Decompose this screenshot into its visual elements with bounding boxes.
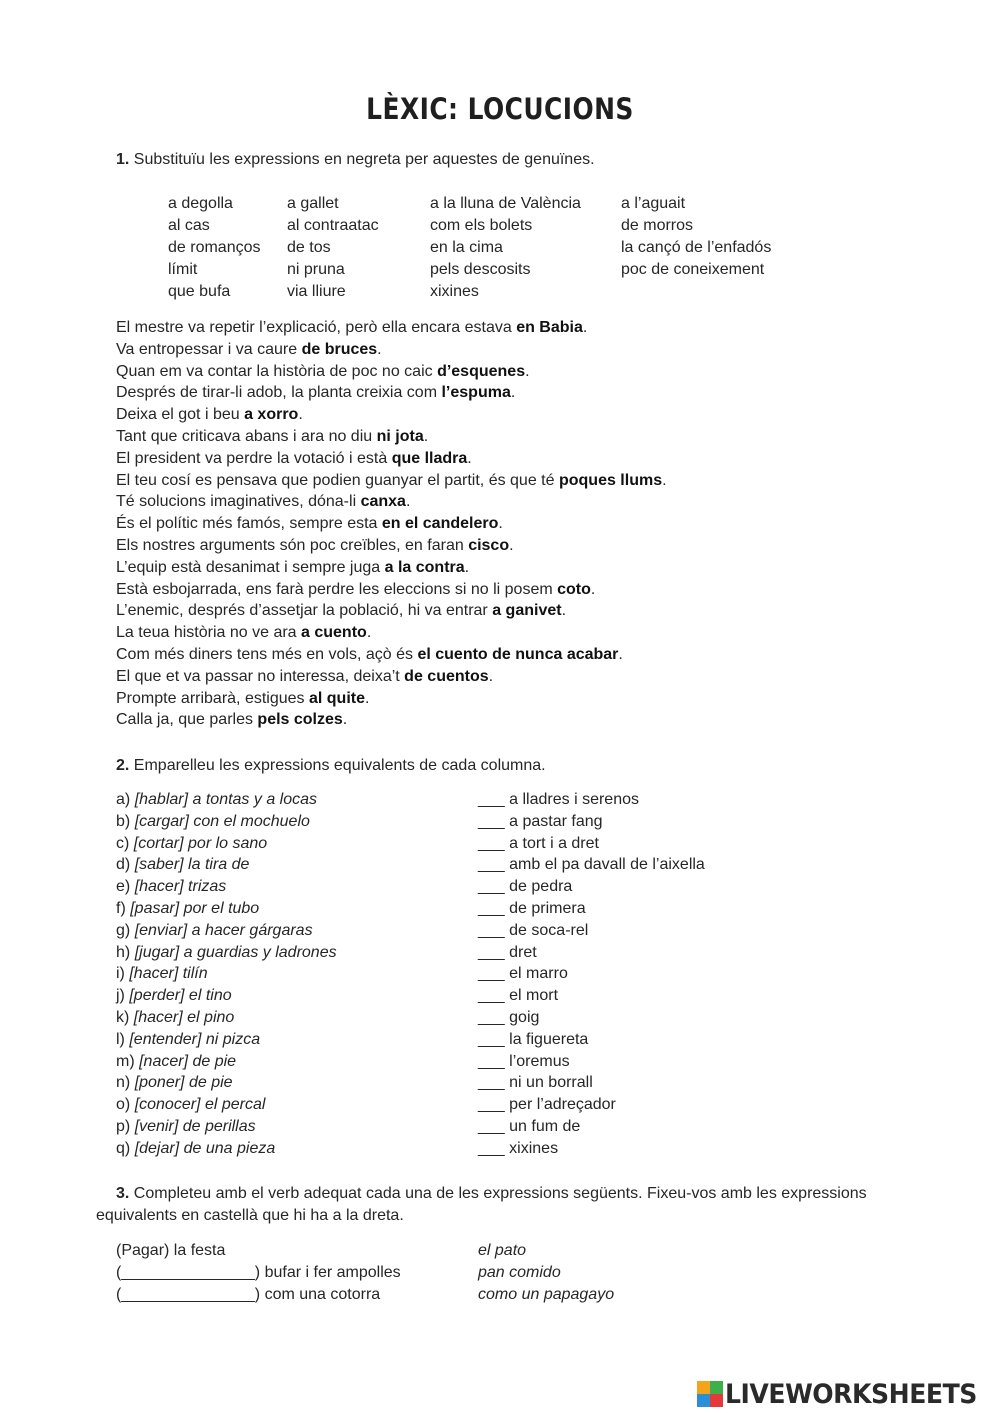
word-bank-item: com els bolets bbox=[430, 217, 533, 234]
catalan-expression: de pedra bbox=[509, 878, 573, 896]
sentence-row bbox=[116, 470, 667, 492]
sentence-bold-expression: l’espuma bbox=[441, 384, 511, 402]
catalan-expression-row bbox=[478, 1138, 705, 1160]
sentence-end: . bbox=[510, 384, 516, 402]
spanish-expression: [conocer] el percal bbox=[134, 1096, 266, 1114]
catalan-expression-row bbox=[478, 963, 705, 985]
answer-blank[interactable]: ___ bbox=[478, 965, 505, 983]
word-bank-item: de tos bbox=[287, 239, 331, 256]
spanish-expression-row bbox=[116, 985, 337, 1007]
catalan-expression: a pastar fang bbox=[509, 812, 603, 830]
sentence-text: El president va perdre la votació i està bbox=[116, 449, 392, 467]
item-letter: a) bbox=[116, 791, 131, 808]
sentence-bold-expression: de cuentos bbox=[404, 667, 489, 685]
logo-text: LIVEWORKSHEETS bbox=[725, 1378, 977, 1410]
catalan-phrase-with-blank[interactable]: (_______________) com una cotorra bbox=[116, 1286, 381, 1303]
sentence-row bbox=[116, 426, 667, 448]
word-bank-item: de romanços bbox=[168, 239, 261, 256]
item-letter: f) bbox=[116, 899, 126, 917]
spanish-expression: [poner] de pie bbox=[134, 1074, 233, 1092]
sentence-row bbox=[116, 513, 667, 535]
sentence-bold-expression: a la contra bbox=[384, 558, 465, 576]
sentence-row bbox=[116, 579, 667, 601]
catalan-expression: goig bbox=[509, 1008, 540, 1026]
spanish-equivalent: el pato bbox=[478, 1242, 527, 1259]
exercise-1-text: Substituïu les expressions en negreta per aquestes de genuïnes. bbox=[133, 151, 595, 168]
item-letter: j) bbox=[116, 987, 125, 1005]
word-bank-item: ni pruna bbox=[287, 261, 345, 278]
spanish-expression-row bbox=[116, 1072, 337, 1094]
item-letter: d) bbox=[116, 856, 131, 874]
word-bank-item: pels descosits bbox=[430, 261, 531, 278]
sentence-bold-expression: en Babia bbox=[516, 319, 583, 336]
sentence-end: . bbox=[525, 362, 530, 380]
exercise-3-text-line2: equivalents en castellà que hi ha a la dreta. bbox=[96, 1207, 404, 1224]
word-bank-item: límit bbox=[168, 261, 198, 278]
sentence-bold-expression: a ganivet bbox=[492, 602, 562, 620]
sentence-bold-expression: en el candelero bbox=[381, 515, 499, 533]
sentence-end: . bbox=[590, 580, 596, 598]
answer-blank[interactable]: ___ bbox=[478, 987, 505, 1005]
catalan-expression-row bbox=[478, 854, 705, 876]
word-bank-item: al contraatac bbox=[287, 217, 379, 234]
sentence-text: Prompte arribarà, estigues bbox=[116, 689, 309, 707]
exercise-1-instruction bbox=[116, 149, 916, 171]
spanish-expression: [pasar] por el tubo bbox=[130, 899, 260, 917]
sentence-row bbox=[116, 448, 667, 470]
sentence-text: Com més diners tens més en vols, açò és bbox=[116, 645, 418, 663]
spanish-expression: [hacer] el pino bbox=[133, 1008, 235, 1026]
catalan-phrase-with-blank[interactable]: (_______________) bufar i fer ampolles bbox=[116, 1264, 401, 1281]
exercise-2-number: 2. bbox=[116, 757, 130, 774]
word-bank-item: a degolla bbox=[168, 195, 233, 212]
sentence-text: Després de tirar-li adob, la planta creixia com bbox=[116, 384, 442, 402]
catalan-expression: un fum de bbox=[509, 1117, 581, 1135]
word-bank-item: la cançó de l’enfadós bbox=[621, 239, 772, 256]
sentence-bold-expression: al quite bbox=[308, 689, 365, 707]
item-letter: h) bbox=[116, 943, 131, 961]
item-letter: m) bbox=[116, 1052, 135, 1070]
sentence-text: La teua història no ve ara bbox=[116, 624, 302, 642]
answer-blank[interactable]: ___ bbox=[478, 899, 505, 917]
sentence-end: . bbox=[582, 319, 588, 336]
sentence-text: Va entropessar i va caure bbox=[116, 340, 302, 358]
catalan-expression: de primera bbox=[509, 899, 586, 917]
word-bank-item: en la cima bbox=[430, 239, 503, 256]
spanish-expression: [venir] de perillas bbox=[134, 1117, 256, 1135]
sentence-row bbox=[116, 361, 667, 383]
logo-square bbox=[697, 1394, 710, 1407]
catalan-expression-row bbox=[478, 789, 705, 811]
exercise-2-instruction bbox=[116, 755, 916, 777]
spanish-expression-row bbox=[116, 1116, 337, 1138]
sentence-bold-expression: canxa bbox=[360, 493, 406, 511]
exercise-3-text-line1: Completeu amb el verb adequat cada una de les expressions següents. Fixeu-vos amb les expressions bbox=[133, 1185, 867, 1202]
sentence-bold-expression: d’esquenes bbox=[437, 362, 526, 380]
sentence-end: . bbox=[405, 493, 411, 511]
catalan-expression: amb el pa davall de l’aixella bbox=[509, 856, 705, 874]
catalan-expression-row bbox=[478, 1072, 705, 1094]
sentence-end: . bbox=[561, 602, 567, 620]
answer-blank[interactable]: ___ bbox=[478, 921, 505, 939]
word-bank-item: que bufa bbox=[168, 283, 231, 300]
spanish-expression-row bbox=[116, 876, 337, 898]
sentence-row bbox=[116, 644, 667, 666]
sentence-end: . bbox=[366, 624, 372, 642]
item-letter: k) bbox=[116, 1008, 130, 1026]
exercise-3-row bbox=[116, 1240, 614, 1262]
catalan-expression: ni un borrall bbox=[509, 1074, 593, 1092]
sentence-text: Deixa el got i beu bbox=[116, 406, 245, 424]
spanish-expression: [hacer] tilín bbox=[129, 965, 208, 983]
catalan-expression-row bbox=[478, 811, 705, 833]
item-letter: g) bbox=[116, 921, 131, 939]
sentence-end: . bbox=[618, 645, 623, 663]
sentence-bold-expression: a cuento bbox=[301, 624, 367, 642]
sentence-end: . bbox=[365, 689, 370, 707]
spanish-equivalent: pan comido bbox=[478, 1264, 561, 1281]
sentence-bold-expression: cisco bbox=[468, 536, 510, 554]
spanish-expression-row bbox=[116, 898, 337, 920]
spanish-equivalent: como un papagayo bbox=[478, 1286, 615, 1303]
word-bank-item: al cas bbox=[168, 217, 210, 234]
spanish-expression: [nacer] de pie bbox=[139, 1052, 237, 1070]
spanish-expression: [perder] el tino bbox=[129, 987, 232, 1005]
spanish-expression: [jugar] a guardias y ladrones bbox=[134, 943, 337, 961]
sentence-end: . bbox=[662, 471, 667, 489]
item-letter: e) bbox=[116, 878, 131, 896]
exercise-3-row bbox=[116, 1262, 614, 1284]
catalan-phrase-with-blank[interactable]: (Pagar) la festa bbox=[116, 1242, 226, 1259]
sentence-end: . bbox=[509, 536, 514, 554]
sentence-text: Calla ja, que parles bbox=[116, 711, 258, 729]
word-bank-item: a gallet bbox=[287, 195, 339, 212]
catalan-expressions-column bbox=[478, 789, 705, 1160]
sentence-text: L’enemic, després d’assetjar la població, hi va entrar bbox=[116, 602, 493, 620]
exercise-2-text: Emparelleu les expressions equivalents de cada columna. bbox=[133, 757, 546, 774]
spanish-expression-row bbox=[116, 1138, 337, 1160]
sentence-row bbox=[116, 600, 667, 622]
spanish-expression: [dejar] de una pieza bbox=[134, 1139, 276, 1157]
sentence-row bbox=[116, 382, 667, 404]
answer-blank[interactable]: ___ bbox=[478, 1074, 505, 1092]
catalan-expression-row bbox=[478, 1029, 705, 1051]
sentence-end: . bbox=[423, 427, 429, 445]
sentence-row bbox=[116, 317, 667, 339]
sentence-row bbox=[116, 535, 667, 557]
catalan-expression-row bbox=[478, 920, 705, 942]
sentence-bold-expression: poques llums bbox=[558, 471, 663, 489]
sentence-text: Els nostres arguments són poc creïbles, en faran bbox=[116, 536, 469, 554]
sentence-row bbox=[116, 709, 667, 731]
answer-blank[interactable]: ___ bbox=[478, 1096, 505, 1114]
spanish-expression-row bbox=[116, 789, 337, 811]
spanish-expression: [enviar] a hacer gárgaras bbox=[134, 921, 313, 939]
item-letter: o) bbox=[116, 1096, 131, 1114]
spanish-expression: [saber] la tira de bbox=[134, 856, 250, 874]
sentence-row bbox=[116, 688, 667, 710]
spanish-expression: [entender] ni pizca bbox=[129, 1030, 261, 1048]
answer-blank[interactable]: ___ bbox=[478, 1139, 505, 1157]
spanish-expression-row bbox=[116, 942, 337, 964]
item-letter: q) bbox=[116, 1139, 131, 1157]
exercise-3-instruction-cont bbox=[96, 1205, 916, 1227]
sentence-end: . bbox=[298, 406, 303, 424]
answer-blank[interactable]: ___ bbox=[478, 943, 505, 961]
page-title: LÈXIC: LOCUCIONS bbox=[366, 92, 634, 126]
liveworksheets-logo bbox=[697, 1379, 996, 1409]
answer-blank[interactable]: ___ bbox=[478, 856, 505, 874]
answer-blank[interactable]: ___ bbox=[478, 878, 505, 896]
answer-blank[interactable]: ___ bbox=[478, 1008, 505, 1026]
sentence-text: Està esbojarrada, ens farà perdre les eleccions si no li posem bbox=[116, 580, 558, 598]
sentence-text: Quan em va contar la història de poc no caic bbox=[116, 362, 438, 380]
spanish-expression-row bbox=[116, 811, 337, 833]
catalan-expression-row bbox=[478, 1094, 705, 1116]
spanish-expression: [cargar] con el mochuelo bbox=[134, 812, 310, 830]
sentence-text: El mestre va repetir l’explicació, però ella encara estava bbox=[116, 319, 517, 336]
word-bank-item: a la lluna de València bbox=[430, 195, 581, 212]
sentence-end: . bbox=[342, 711, 348, 729]
sentence-end: . bbox=[467, 449, 472, 467]
catalan-expression-row bbox=[478, 1007, 705, 1029]
sentence-bold-expression: a xorro bbox=[244, 406, 299, 424]
spanish-expression-row bbox=[116, 1007, 337, 1029]
catalan-expression: a lladres i serenos bbox=[509, 791, 639, 808]
logo-square bbox=[710, 1381, 723, 1394]
sentence-row bbox=[116, 491, 667, 513]
answer-blank[interactable]: ___ bbox=[478, 1052, 505, 1070]
spanish-expression-row bbox=[116, 854, 337, 876]
catalan-expression-row bbox=[478, 876, 705, 898]
sentence-row bbox=[116, 622, 667, 644]
catalan-expression: el marro bbox=[509, 965, 568, 983]
sentence-bold-expression: ni jota bbox=[376, 427, 424, 445]
sentence-bold-expression: que lladra bbox=[391, 449, 468, 467]
catalan-expression-row bbox=[478, 898, 705, 920]
catalan-expression: la figuereta bbox=[509, 1030, 589, 1048]
spanish-expression: [hacer] trizas bbox=[134, 878, 227, 896]
sentence-text: El teu cosí es pensava que podien guanyar el partit, és que té bbox=[116, 471, 559, 489]
word-bank-item: de morros bbox=[621, 217, 694, 234]
word-bank-item: a l’aguait bbox=[621, 195, 686, 212]
spanish-expression-row bbox=[116, 1051, 337, 1073]
item-letter: l) bbox=[116, 1030, 125, 1048]
sentence-text: Tant que criticava abans i ara no diu bbox=[116, 427, 377, 445]
sentence-text: Té solucions imaginatives, dóna-li bbox=[116, 493, 361, 511]
sentence-text: És el polític més famós, sempre esta bbox=[116, 515, 382, 533]
catalan-expression: de soca-rel bbox=[509, 921, 589, 939]
sentence-bold-expression: coto bbox=[557, 580, 591, 598]
spanish-expression: [cortar] por lo sano bbox=[133, 834, 268, 852]
sentence-row bbox=[116, 339, 667, 361]
word-bank-item: xixines bbox=[430, 283, 479, 300]
item-letter: i) bbox=[116, 965, 125, 983]
item-letter: n) bbox=[116, 1074, 131, 1092]
catalan-expression-row bbox=[478, 942, 705, 964]
catalan-expression-row bbox=[478, 985, 705, 1007]
liveworksheets-logo-icon bbox=[697, 1381, 723, 1407]
sentence-bold-expression: pels colzes bbox=[257, 711, 343, 729]
spanish-expression-row bbox=[116, 1094, 337, 1116]
spanish-expression-row bbox=[116, 833, 337, 855]
exercise-3-row bbox=[116, 1284, 614, 1306]
word-bank-item bbox=[621, 281, 821, 303]
sentence-bold-expression: el cuento de nunca acabar bbox=[417, 645, 619, 663]
logo-square bbox=[697, 1381, 710, 1394]
spanish-expression: [hablar] a tontas y a locas bbox=[134, 791, 318, 808]
sentence-text: El que et va passar no interessa, deixa’t bbox=[116, 667, 405, 685]
word-bank-item: poc de coneixement bbox=[621, 261, 765, 278]
sentence-text: L’equip està desanimat i sempre juga bbox=[116, 558, 385, 576]
sentence-bold-expression: de bruces bbox=[301, 340, 378, 358]
catalan-expression: per l’adreçador bbox=[509, 1096, 616, 1114]
spanish-expression-row bbox=[116, 1029, 337, 1051]
catalan-expression: a tort i a dret bbox=[509, 834, 599, 852]
word-bank-item: via lliure bbox=[287, 283, 346, 300]
sentence-end: . bbox=[498, 515, 503, 533]
answer-blank[interactable]: ___ bbox=[478, 1117, 505, 1135]
item-letter: c) bbox=[116, 834, 130, 852]
spanish-expression-row bbox=[116, 963, 337, 985]
answer-blank[interactable]: ___ bbox=[478, 1030, 505, 1048]
sentence-end: . bbox=[488, 667, 494, 685]
sentence-row bbox=[116, 404, 667, 426]
answer-blank[interactable]: ___ bbox=[478, 791, 505, 808]
sentence-row bbox=[116, 666, 667, 688]
spanish-expression-row bbox=[116, 920, 337, 942]
catalan-expression-row bbox=[478, 1116, 705, 1138]
exercise-3-number: 3. bbox=[116, 1185, 130, 1202]
answer-blank[interactable]: ___ bbox=[478, 812, 505, 830]
sentence-end: . bbox=[464, 558, 470, 576]
answer-blank[interactable]: ___ bbox=[478, 834, 505, 852]
spanish-expressions-column bbox=[116, 789, 337, 1160]
catalan-expression: xixines bbox=[509, 1139, 559, 1157]
word-bank bbox=[168, 193, 821, 303]
item-letter: b) bbox=[116, 812, 131, 830]
exercise-3-instruction bbox=[116, 1183, 916, 1205]
exercise-1-number: 1. bbox=[116, 151, 130, 168]
catalan-expression: dret bbox=[509, 943, 537, 961]
sentence-row bbox=[116, 557, 667, 579]
item-letter: p) bbox=[116, 1117, 131, 1135]
catalan-expression-row bbox=[478, 833, 705, 855]
exercise-3-rows bbox=[116, 1240, 614, 1306]
sentence-end: . bbox=[377, 340, 382, 358]
catalan-expression: el mort bbox=[509, 987, 559, 1005]
logo-square bbox=[710, 1394, 723, 1407]
catalan-expression-row bbox=[478, 1051, 705, 1073]
sentence-list bbox=[116, 317, 667, 731]
catalan-expression: l’oremus bbox=[509, 1052, 570, 1070]
